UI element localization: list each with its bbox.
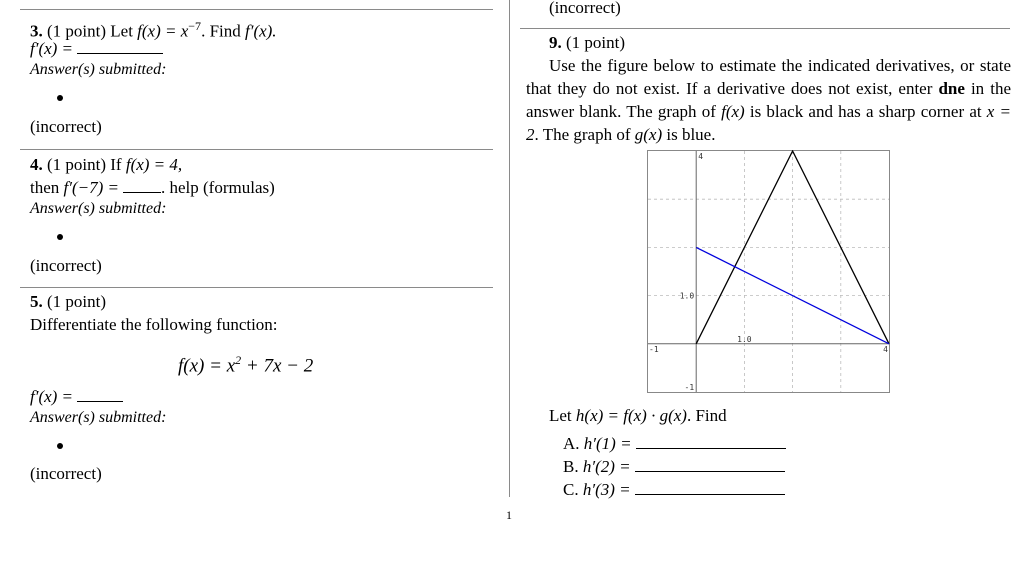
q4-bullet	[57, 234, 63, 240]
q5-points: (1 point)	[47, 292, 107, 311]
q4-answer-blank[interactable]	[123, 178, 161, 193]
q9-find: . Find	[686, 406, 727, 425]
q9-text-e: is blue.	[666, 125, 716, 144]
divider-q3-q4	[20, 149, 493, 150]
q4-answer-row	[30, 178, 275, 198]
q5-bullet	[57, 443, 63, 449]
q9-let-row	[549, 406, 727, 426]
q9-part-a-expr: h′(1) =	[583, 434, 632, 453]
q3-prompt	[30, 16, 277, 42]
q9-text-b: in the answer blank. The graph of	[526, 79, 1011, 121]
q3-status: (incorrect)	[30, 117, 102, 136]
q3-find: . Find	[201, 21, 241, 41]
q3-fx: f(x) = x	[137, 21, 189, 41]
q9-part-b	[563, 457, 785, 477]
column-divider	[509, 0, 510, 497]
q3-points: (1 point) Let	[47, 21, 133, 41]
page-number: 1	[506, 508, 512, 522]
q9-text-a: Use the figure below to estimate the indicated derivatives, or state that they do not exist. If a derivative does not exist, enter	[526, 56, 1011, 98]
tick-label-x-mid: 1.0	[737, 334, 752, 344]
q9-number: 9.	[549, 33, 562, 52]
q5-instruction: Differentiate the following function:	[30, 315, 278, 334]
q3-submitted: Answer(s) submitted:	[30, 61, 167, 78]
q5-answer-row	[30, 387, 123, 407]
q4-then: then	[30, 178, 60, 197]
q3-answer-row	[30, 39, 163, 59]
divider-top-right	[520, 28, 1010, 29]
q9-part-c-expr: h′(3) =	[582, 480, 631, 499]
q9-let: Let	[549, 406, 572, 425]
q9-text-c: is black and has a sharp corner at	[749, 102, 982, 121]
q5-function	[178, 350, 313, 376]
prev-status: (incorrect)	[549, 0, 621, 17]
q9-part-b-blank[interactable]	[635, 457, 785, 472]
q5-submitted: Answer(s) submitted:	[30, 409, 167, 426]
divider-q4-q5	[20, 287, 493, 288]
tick-label-y-max: 4	[698, 152, 704, 161]
q5-answer-blank[interactable]	[77, 387, 123, 402]
q4-fprime-at: f′(−7) =	[63, 178, 119, 197]
q5-prompt	[30, 292, 106, 312]
q9-part-c	[563, 480, 785, 500]
q4-number: 4.	[30, 155, 43, 174]
q9-part-a	[563, 434, 786, 454]
tick-label-y-min: -1	[684, 383, 695, 392]
q9-points: (1 point)	[566, 33, 626, 52]
q3-exp: −7	[188, 19, 202, 33]
tick-label-x-min: -1	[649, 344, 659, 354]
q5-function-exp: 2	[235, 353, 242, 367]
q5-status: (incorrect)	[30, 464, 102, 483]
q3-answer-blank[interactable]	[77, 39, 163, 54]
q5-answer-label: f′(x) =	[30, 387, 74, 406]
q9-part-c-blank[interactable]	[635, 480, 785, 495]
q4-given: f(x) = 4,	[125, 155, 183, 174]
q9-header	[549, 33, 625, 53]
q5-number: 5.	[30, 292, 43, 311]
q3-bullet	[57, 95, 63, 101]
q4-points: (1 point) If	[47, 155, 122, 174]
q9-part-b-expr: h′(2) =	[582, 457, 631, 476]
q3-number: 3.	[30, 21, 43, 41]
q4-prompt	[30, 155, 182, 175]
q9-hdef: h(x) = f(x) · g(x)	[575, 406, 687, 425]
q4-submitted: Answer(s) submitted:	[30, 200, 167, 217]
q4-help[interactable]: . help (formulas)	[161, 178, 275, 197]
q9-part-b-label: B.	[563, 457, 579, 476]
q5-function-rest: + 7x − 2	[241, 355, 314, 377]
divider-top-left	[20, 9, 493, 10]
q9-part-a-blank[interactable]	[636, 434, 786, 449]
q9-instructions	[526, 54, 1011, 146]
q9-part-c-label: C.	[563, 480, 579, 499]
q9-fx: f(x)	[721, 102, 745, 121]
q9-gx: g(x)	[634, 125, 663, 144]
q9-dne: dne	[938, 79, 965, 98]
q3-answer-label: f′(x) =	[30, 39, 74, 58]
q9-text-d: . The graph of	[534, 125, 631, 144]
tick-label-x-max: 4	[883, 344, 888, 354]
q9-part-a-label: A.	[563, 434, 580, 453]
tick-label-y-mid: 1.0	[679, 291, 695, 301]
q5-function-base: f(x) = x	[178, 355, 236, 377]
q9-graph	[647, 150, 890, 393]
q4-status: (incorrect)	[30, 256, 102, 275]
q3-fprime: f′(x).	[245, 21, 277, 41]
q9-corner: x = 2	[526, 102, 1011, 144]
